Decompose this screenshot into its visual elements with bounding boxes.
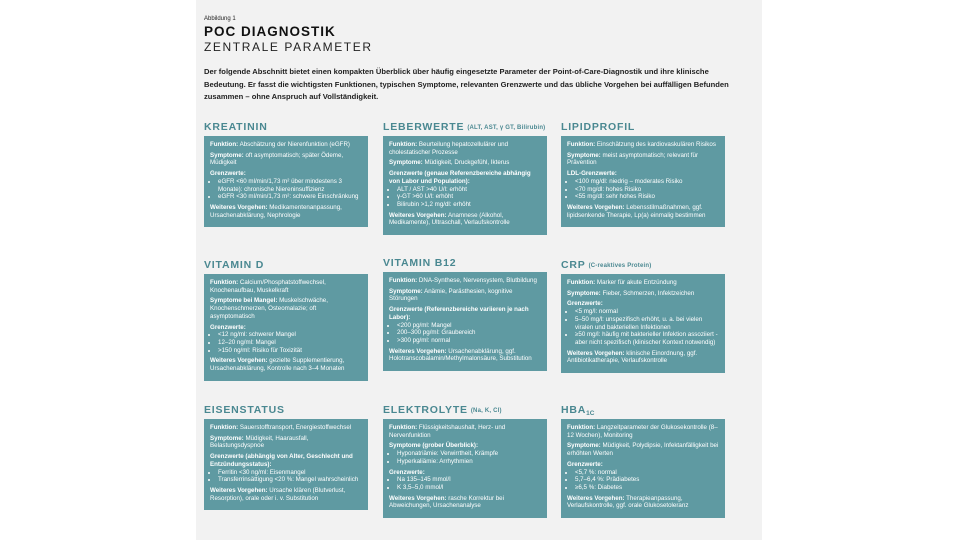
vitamin-d-grenzwerte-label: Grenzwerte: <box>210 323 246 331</box>
eisenstatus-vorgehen: Weiteres Vorgehen: Ursache klären (Blutverlust, Resorption), orale oder i. v. Substitution <box>210 486 346 502</box>
vitamin-b12-symptome: Symptome: Anämie, Parästhesien, kognitive Störungen <box>389 287 513 303</box>
document-page <box>196 0 762 540</box>
list-item: • 200–300 pg/ml: Graubereich <box>397 329 541 337</box>
vitamin-b12-heading <box>383 257 456 269</box>
vitamin-d-title: VITAMIN D <box>204 259 265 271</box>
list-item: • 12–20 ng/ml: Mangel <box>218 339 362 347</box>
list-item: • <200 pg/ml: Mangel <box>397 322 541 330</box>
kreatinin-grenzwerte-label: Grenzwerte: <box>210 170 246 178</box>
elektrolyte-grenzwerte-list <box>389 476 541 491</box>
hba1c-card <box>561 419 725 518</box>
hba1c-grenzwerte-label: Grenzwerte: <box>567 460 603 468</box>
vitamin-d-funktion: Funktion: Calcium/Phosphatstoffwechsel, Knochenaufbau, Muskelkraft <box>210 279 326 294</box>
hba1c-funktion: Funktion: Langzeitparameter der Glukosekontrolle (8–12 Wochen), Monitoring <box>567 424 718 439</box>
list-item: • eGFR <60 ml/min/1,73 m² über mindestens 3 Monate): chronische Niereninsuffizienz <box>218 178 362 193</box>
lipidprofil-vorgehen: Weiteres Vorgehen: Lebensstilmaßnahmen, ggf. lipidsenkende Therapie, Lp(a) einmalig bestimmen <box>567 203 706 219</box>
list-item: • Bilirubin >1,2 mg/dl: erhöht <box>397 201 541 209</box>
lipidprofil-heading <box>561 121 635 133</box>
elektrolyte-symptome-list <box>389 450 541 465</box>
hba1c-grenzwerte-list <box>567 469 719 492</box>
hba1c-title-subscript: 1C <box>586 410 595 417</box>
leberwerte-title-suffix: (ALT, AST, γ GT, Bilirubin) <box>467 125 546 131</box>
lipidprofil-grenzwerte-list <box>567 178 719 201</box>
eisenstatus-title: EISENSTATUS <box>204 404 285 416</box>
eisenstatus-funktion: Funktion: Sauerstofftransport, Energiestoffwechsel <box>210 424 352 431</box>
eisenstatus-grenzwerte-list <box>210 469 362 484</box>
elektrolyte-symptome-label: Symptome (grober Überblick): <box>389 442 479 450</box>
list-item: • Hyperkaliämie: Arrhythmien <box>397 458 541 466</box>
eisenstatus-symptome: Symptome: Müdigkeit, Haarausfall, Belastungsdyspnoe <box>210 434 309 450</box>
hba1c-title: HBA <box>561 404 587 416</box>
list-item: • Hyponatriämie: Verwirrtheit, Krämpfe <box>397 450 541 458</box>
crp-vorgehen: Weiteres Vorgehen: klinische Einordnung, ggf. Antibiotikatherapie, Verlaufskontrolle <box>567 349 698 365</box>
leberwerte-card <box>383 136 547 235</box>
vitamin-b12-title: VITAMIN B12 <box>383 257 457 269</box>
list-item: • >300 pg/ml: normal <box>397 337 541 345</box>
list-item: • <70 mg/dl: hohes Risiko <box>575 186 719 194</box>
vitamin-d-card <box>204 274 368 381</box>
list-item: • >150 ng/ml: Risiko für Toxizität <box>218 347 362 355</box>
list-item: • Na 135–145 mmol/l <box>397 476 541 484</box>
figure-label: Abbildung 1 <box>204 16 236 22</box>
kreatinin-funktion: Funktion: Abschätzung der Nierenfunktion (eGFR) <box>210 141 350 148</box>
elektrolyte-grenzwerte-label: Grenzwerte: <box>389 468 425 476</box>
intro-paragraph: Der folgende Abschnitt bietet einen kompakten Überblick über häufig eingesetzte Parameter der Point-of-Care-Diagnostik und ihre klinische Bedeutung. Er fasst die wichtigsten Funktionen, typischen Symptome, relevanten Grenzwerte und das übliche Vorgehen bei auffälligen Befunden zusammen – ohne Anspruch auf Vollständigkeit. <box>204 67 729 102</box>
list-item: • <100 mg/dl: niedrig – moderates Risiko <box>575 178 719 186</box>
crp-title-suffix: (C-reaktives Protein) <box>588 263 652 269</box>
eisenstatus-grenzwerte-label: Grenzwerte (abhängig von Alter, Geschlecht und Entzündungsstatus): <box>210 453 353 468</box>
leberwerte-title: LEBERWERTE <box>383 121 465 133</box>
list-item: • γ-GT >60 U/l: erhöht <box>397 193 541 201</box>
list-item: • ALT / AST >40 U/l: erhöht <box>397 186 541 194</box>
crp-grenzwerte-list <box>567 308 719 347</box>
list-item: • 5–50 mg/l: unspezifisch erhöht, u. a. bei vielen viralen und bakteriellen Infektionen <box>575 316 719 331</box>
lipidprofil-grenzwerte-label: LDL-Grenzwerte: <box>567 170 617 178</box>
vitamin-d-symptome: Symptome bei Mangel: Muskelschwäche, Knochenschmerzen, Osteomalazie; oft asymptomatisch <box>210 297 328 320</box>
lipidprofil-card <box>561 136 725 227</box>
crp-symptome: Symptome: Fieber, Schmerzen, Infektzeichen <box>567 289 695 297</box>
hba1c-heading <box>561 404 594 417</box>
vitamin-b12-grenzwerte-label: Grenzwerte (Referenzbereiche variieren je nach Labor): <box>389 306 529 321</box>
elektrolyte-title: ELEKTROLYTE <box>383 404 468 416</box>
list-item: • ≥6,5 %: Diabetes <box>575 484 719 492</box>
vitamin-d-grenzwerte-list <box>210 331 362 354</box>
crp-heading <box>561 259 651 271</box>
leberwerte-grenzwerte-list <box>389 186 541 209</box>
eisenstatus-heading <box>204 404 285 416</box>
vitamin-b12-grenzwerte-list <box>389 322 541 345</box>
leberwerte-funktion: Funktion: Beurteilung hepatozellulärer und cholestatischer Prozesse <box>389 141 509 156</box>
crp-card <box>561 274 725 373</box>
list-item: • Ferritin <30 ng/ml: Eisenmangel <box>218 469 362 477</box>
list-item: • eGFR <30 ml/min/1,73 m²: schwere Einschränkung <box>218 193 362 201</box>
vitamin-d-heading <box>204 259 264 271</box>
crp-funktion: Funktion: Marker für akute Entzündung <box>567 279 677 286</box>
elektrolyte-vorgehen: Weiteres Vorgehen: rasche Korrektur bei Abweichungen, Ursachenanalyse <box>389 494 504 510</box>
list-item: • <12 ng/ml: schwerer Mangel <box>218 331 362 339</box>
hba1c-vorgehen: Weiteres Vorgehen: Therapieanpassung, Verlaufskontrolle, ggf. orale Glukosetoleranz <box>567 494 689 510</box>
lipidprofil-funktion: Funktion: Einschätzung des kardiovaskulären Risikos <box>567 141 716 148</box>
kreatinin-symptome: Symptome: oft asymptomatisch; später Ödeme, Müdigkeit <box>210 151 344 167</box>
list-item: • ≥50 mg/l: häufig mit bakterieller Infektion assoziiert - aber nicht spezifisch (klinischer Kontext notwendig) <box>575 331 719 346</box>
leberwerte-grenzwerte-label: Grenzwerte (genaue Referenzbereiche abhängig von Labor und Population): <box>389 170 531 185</box>
kreatinin-heading <box>204 121 268 133</box>
eisenstatus-card <box>204 419 368 510</box>
vitamin-b12-card <box>383 272 547 371</box>
list-item: • Transferrinsättigung <20 %: Mangel wahrscheinlich <box>218 476 362 484</box>
elektrolyte-funktion: Funktion: Flüssigkeitshaushalt, Herz- und Nervenfunktion <box>389 424 506 439</box>
list-item: • <55 mg/dl: sehr hohes Risiko <box>575 193 719 201</box>
kreatinin-grenzwerte-list <box>210 178 362 201</box>
leberwerte-symptome: Symptome: Müdigkeit, Druckgefühl, Ikterus <box>389 159 510 167</box>
page-subtitle: ZENTRALE PARAMETER <box>204 40 373 54</box>
kreatinin-title: KREATININ <box>204 121 268 133</box>
hba1c-symptome: Symptome: Müdigkeit, Polydipsie, Infektanfälligkeit bei erhöhten Werten <box>567 442 719 458</box>
list-item: • <5 mg/l: normal <box>575 308 719 316</box>
kreatinin-vorgehen: Weiteres Vorgehen: Medikamentenanpassung, Ursachenabklärung, Nephrologie <box>210 203 342 219</box>
vitamin-b12-funktion: Funktion: DNA-Synthese, Nervensystem, Blutbildung <box>389 277 537 284</box>
list-item: • <5,7 %: normal <box>575 469 719 477</box>
leberwerte-heading <box>383 121 545 133</box>
lipidprofil-title: LIPIDPROFIL <box>561 121 636 133</box>
page-title: POC DIAGNOSTIK <box>204 24 336 39</box>
list-item: • 5,7–6,4 %: Prädiabetes <box>575 476 719 484</box>
vitamin-b12-vorgehen: Weiteres Vorgehen: Ursachenabklärung, ggf. Holotranscobalamin/Methylmalonsäure, Substitution <box>389 347 532 363</box>
list-item: • K 3,5–5,0 mmol/l <box>397 484 541 492</box>
leberwerte-vorgehen: Weiteres Vorgehen: Anamnese (Alkohol, Medikamente), Ultraschall, Verlaufskontrolle <box>389 211 510 227</box>
lipidprofil-symptome: Symptome: meist asymptomatisch; relevant für Prävention <box>567 151 699 167</box>
vitamin-d-vorgehen: Weiteres Vorgehen: gezielte Supplementierung, Ursachenabklärung, Kontrolle nach 3–4 Monaten <box>210 357 345 373</box>
elektrolyte-title-suffix: (Na, K, Cl) <box>470 408 502 414</box>
elektrolyte-card <box>383 419 547 518</box>
kreatinin-card <box>204 136 368 227</box>
crp-title: CRP <box>561 259 586 271</box>
elektrolyte-heading <box>383 404 502 416</box>
crp-grenzwerte-label: Grenzwerte: <box>567 300 603 308</box>
